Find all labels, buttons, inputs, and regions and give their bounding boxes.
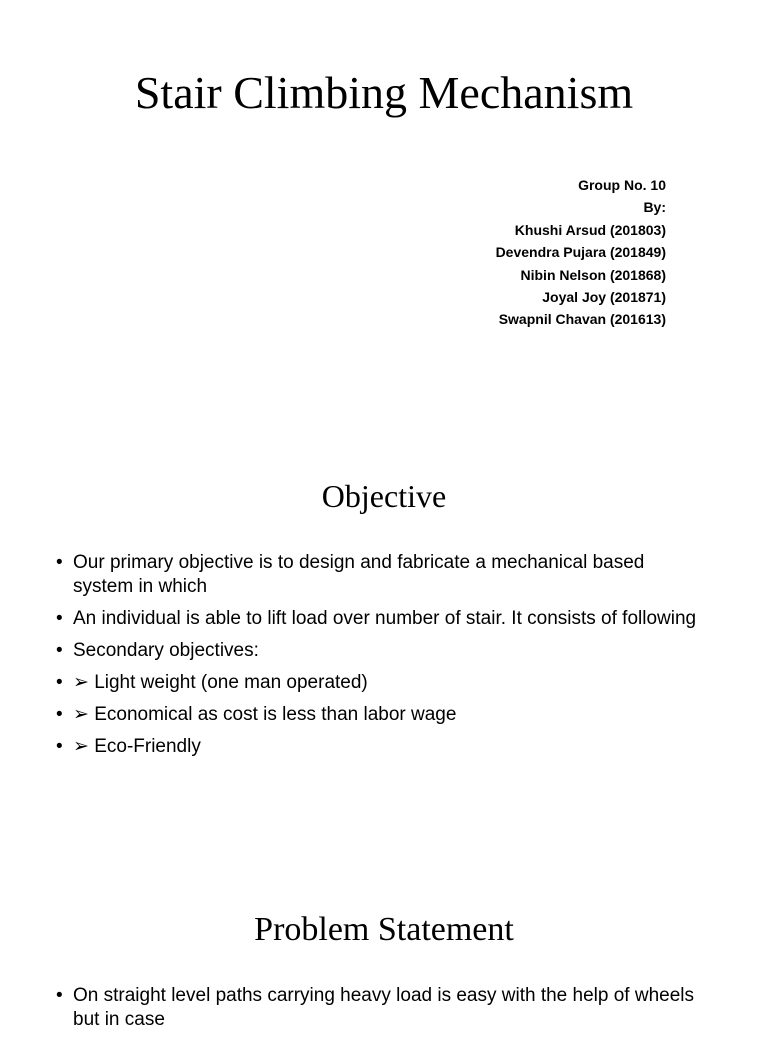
- bullet-icon: •: [56, 736, 63, 757]
- slide-title-stair-climbing: Stair Climbing Mechanism: [134, 67, 634, 118]
- bullet-text: ➢ Eco-Friendly: [73, 736, 201, 757]
- list-item: [56, 639, 706, 663]
- member-name: Nibin Nelson (201868): [520, 266, 666, 283]
- bullet-text: ➢ Economical as cost is less than labor wage: [73, 704, 457, 725]
- bullet-text: Secondary objectives:: [73, 640, 259, 661]
- slide-title-objective: Objective: [321, 478, 447, 514]
- member-name: Swapnil Chavan (201613): [498, 311, 666, 328]
- list-item: [56, 551, 706, 599]
- list-item: [56, 703, 706, 727]
- member-name: Devendra Pujara (201849): [495, 244, 666, 261]
- bullet-text: An individual is able to lift load over number of stair. It consists of following: [73, 608, 697, 629]
- member-name: Khushi Arsud (201803): [514, 221, 666, 238]
- bullet-icon: •: [56, 704, 63, 725]
- list-item: [56, 984, 706, 1032]
- bullet-text: On straight level paths carrying heavy load is easy with the help of wheels but in case: [73, 985, 694, 1030]
- group-number: Group No. 10: [578, 177, 666, 193]
- problem-bullet-list: [56, 984, 706, 1040]
- bullet-icon: •: [56, 640, 63, 661]
- member-name: Joyal Joy (201871): [542, 289, 666, 306]
- by-label: By:: [643, 199, 666, 216]
- bullet-icon: •: [56, 672, 63, 693]
- slide-title-problem-statement: Problem Statement: [254, 911, 514, 948]
- bullet-icon: •: [56, 608, 63, 629]
- objective-bullet-list: [56, 551, 706, 767]
- list-item: [56, 671, 706, 695]
- bullet-text: Our primary objective is to design and fabricate a mechanical based system in which: [73, 552, 645, 597]
- credits-block: [496, 174, 666, 331]
- list-item: [56, 607, 706, 631]
- list-item: [56, 735, 706, 759]
- bullet-text: ➢ Light weight (one man operated): [73, 672, 368, 693]
- bullet-icon: •: [56, 552, 63, 573]
- bullet-icon: •: [56, 985, 63, 1006]
